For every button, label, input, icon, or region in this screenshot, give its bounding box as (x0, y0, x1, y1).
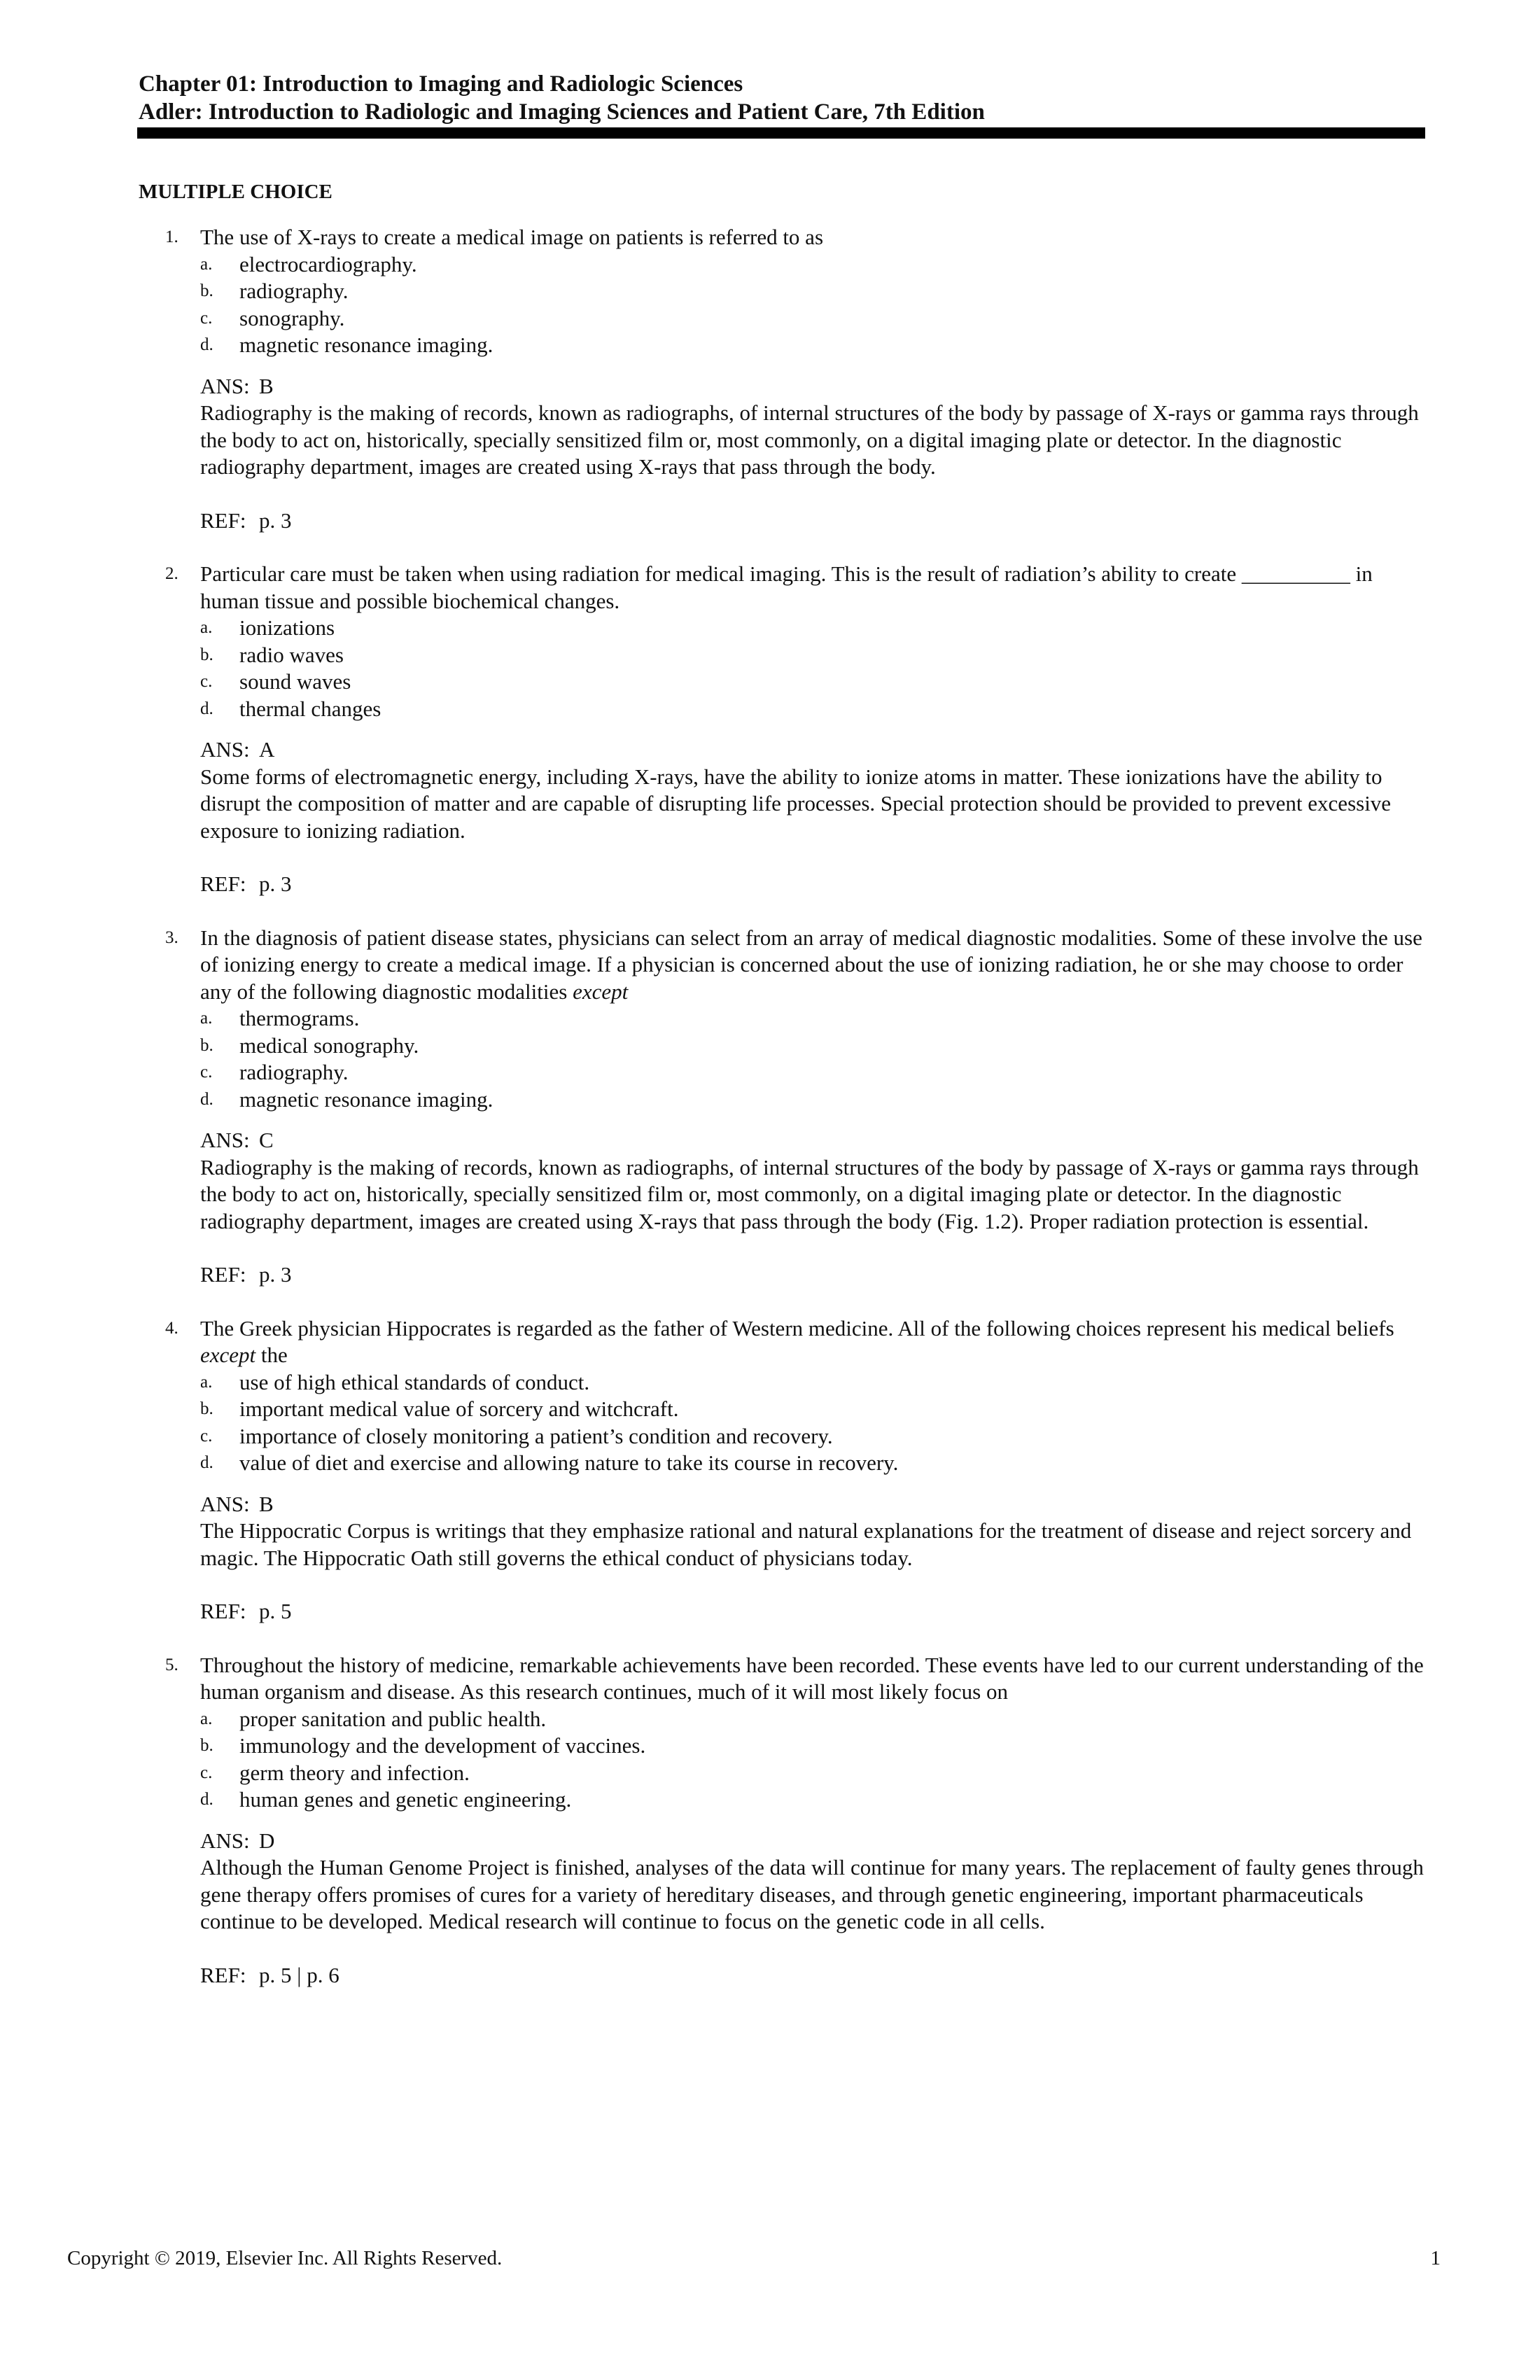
question-list (139, 224, 1427, 2015)
reference-page: p. 5 (259, 1599, 292, 1623)
reference-line: REF: p. 3 (200, 872, 292, 896)
option-d: d. value of diet and exercise and allowing nature to take its course in recovery. (200, 1450, 899, 1475)
answer-key: A (259, 737, 275, 762)
question-5 (139, 1652, 1427, 1989)
option-c: c. sound waves (200, 669, 351, 694)
answer-line: ANS: C (200, 1128, 274, 1152)
reference-page: p. 3 (259, 1262, 292, 1287)
option-a: a. proper sanitation and public health. (200, 1706, 547, 1731)
question-stem: The Greek physician Hippocrates is regarded as the father of Western medicine. All of the following choices represent his medical beliefs except the (200, 1315, 1394, 1367)
answer-line: ANS: B (200, 373, 274, 398)
option-c: c. radiography. (200, 1060, 349, 1084)
option-a: a. ionizations (200, 615, 335, 640)
option-d: d. magnetic resonance imaging. (200, 1086, 493, 1112)
rationale-text: Some forms of electromagnetic energy, including X-rays, have the ability to ionize atoms in matter. These ionizations have the ability to disrupt the composition of matter and are capable of disrupting life processes. Special protection should be provided to prevent excessive exposure to ionizing radiation. (200, 764, 1392, 843)
header-rule (137, 127, 1425, 139)
copyright-notice: Copyright © 2019, Elsevier Inc. All Rights Reserved. (67, 2247, 503, 2269)
option-a: a. use of high ethical standards of conduct. (200, 1369, 590, 1394)
option-c: c. germ theory and infection. (200, 1760, 470, 1785)
option-list (200, 1706, 1427, 1814)
question-2 (139, 561, 1427, 898)
answer-key: C (259, 1128, 274, 1152)
option-b: b. medical sonography. (200, 1032, 419, 1058)
answer-line: ANS: A (200, 737, 275, 762)
answer-key: B (259, 373, 274, 398)
question-number: 5. (165, 1655, 178, 1674)
option-d: d. human genes and genetic engineering. (200, 1787, 572, 1812)
question-number: 2. (165, 564, 178, 583)
answer-line: ANS: B (200, 1491, 274, 1516)
reference-line: REF: p. 5 | p. 6 (200, 1962, 340, 1987)
question-stem: Particular care must be taken when using radiation for medical imaging. This is the result of radiation’s ability to create __________ in human tissue and possible biochemical changes. (200, 561, 1373, 613)
option-a: a. thermograms. (200, 1006, 360, 1030)
question-stem: In the diagnosis of patient disease states, physicians can select from an array of medical diagnostic modalities. Some of these involve the use of ionizing energy to create a medical image. If a physician is concerned about the use of ionizing radiation, he or she may choose to order any of the following diagnostic modalities except (200, 925, 1422, 1004)
rationale-text: The Hippocratic Corpus is writings that they emphasize rational and natural explanations for the treatment of disease and reject sorcery and magic. The Hippocratic Oath still governs the ethical conduct of physicians today. (200, 1518, 1412, 1570)
question-1 (139, 224, 1427, 534)
question-stem: Throughout the history of medicine, remarkable achievements have been recorded. These events have led to our current understanding of the human organism and disease. As this research continues, much of it will most likely focus on (200, 1652, 1424, 1704)
option-d: d. magnetic resonance imaging. (200, 332, 493, 357)
option-b: b. important medical value of sorcery and witchcraft. (200, 1396, 679, 1421)
answer-key: D (259, 1828, 275, 1853)
option-b: b. radio waves (200, 642, 344, 667)
book-title: Adler: Introduction to Radiologic and Imaging Sciences and Patient Care, 7th Edition (139, 99, 985, 125)
option-c: c. importance of closely monitoring a patient’s condition and recovery. (200, 1423, 833, 1448)
answer-key: B (259, 1491, 274, 1516)
reference-page: p. 5 | p. 6 (259, 1962, 340, 1987)
question-stem: The use of X-rays to create a medical image on patients is referred to as (200, 225, 824, 249)
reference-page: p. 3 (259, 872, 292, 896)
option-list (200, 615, 1427, 722)
option-list (200, 251, 1427, 359)
option-c: c. sonography. (200, 305, 345, 330)
question-number: 3. (165, 927, 178, 947)
question-number: 4. (165, 1318, 178, 1338)
section-title: MULTIPLE CHOICE (139, 181, 332, 203)
question-3 (139, 925, 1427, 1289)
reference-line: REF: p. 5 (200, 1599, 292, 1623)
page-number: 1 (1430, 2247, 1441, 2269)
option-b: b. immunology and the development of vaccines. (200, 1733, 646, 1758)
reference-line: REF: p. 3 (200, 507, 292, 533)
answer-line: ANS: D (200, 1828, 275, 1853)
reference-page: p. 3 (259, 507, 292, 533)
document-header (139, 70, 1424, 126)
option-a: a. electrocardiography. (200, 251, 417, 276)
reference-line: REF: p. 3 (200, 1262, 292, 1287)
option-d: d. thermal changes (200, 696, 382, 721)
rationale-text: Although the Human Genome Project is finished, analyses of the data will continue for many years. The replacement of faulty genes through gene therapy offers promises of cures for a variety of hereditary diseases, and through genetic engineering, important pharmaceuticals continue to be developed. Medical research will continue to focus on the genetic code in all cells. (200, 1855, 1424, 1933)
chapter-title: Chapter 01: Introduction to Imaging and Radiologic Sciences (139, 71, 743, 97)
option-list (200, 1005, 1427, 1113)
option-list (200, 1369, 1427, 1477)
rationale-text: Radiography is the making of records, known as radiographs, of internal structures of the body by passage of X-rays or gamma rays through the body to act on, historically, specially sensitized film or, most commonly, on a digital imaging plate or detector. In the diagnostic radiography department, images are created using X-rays that pass through the body. (200, 400, 1419, 479)
option-b: b. radiography. (200, 279, 349, 303)
question-4 (139, 1315, 1427, 1625)
rationale-text: Radiography is the making of records, known as radiographs, of internal structures of the body by passage of X-rays or gamma rays through the body to act on, historically, specially sensitized film or, most commonly, on a digital imaging plate or detector. In the diagnostic radiography department, images are created using X-rays that pass through the body (Fig. 1.2). Proper radiation protection is essential. (200, 1154, 1419, 1233)
question-number: 1. (165, 227, 178, 246)
